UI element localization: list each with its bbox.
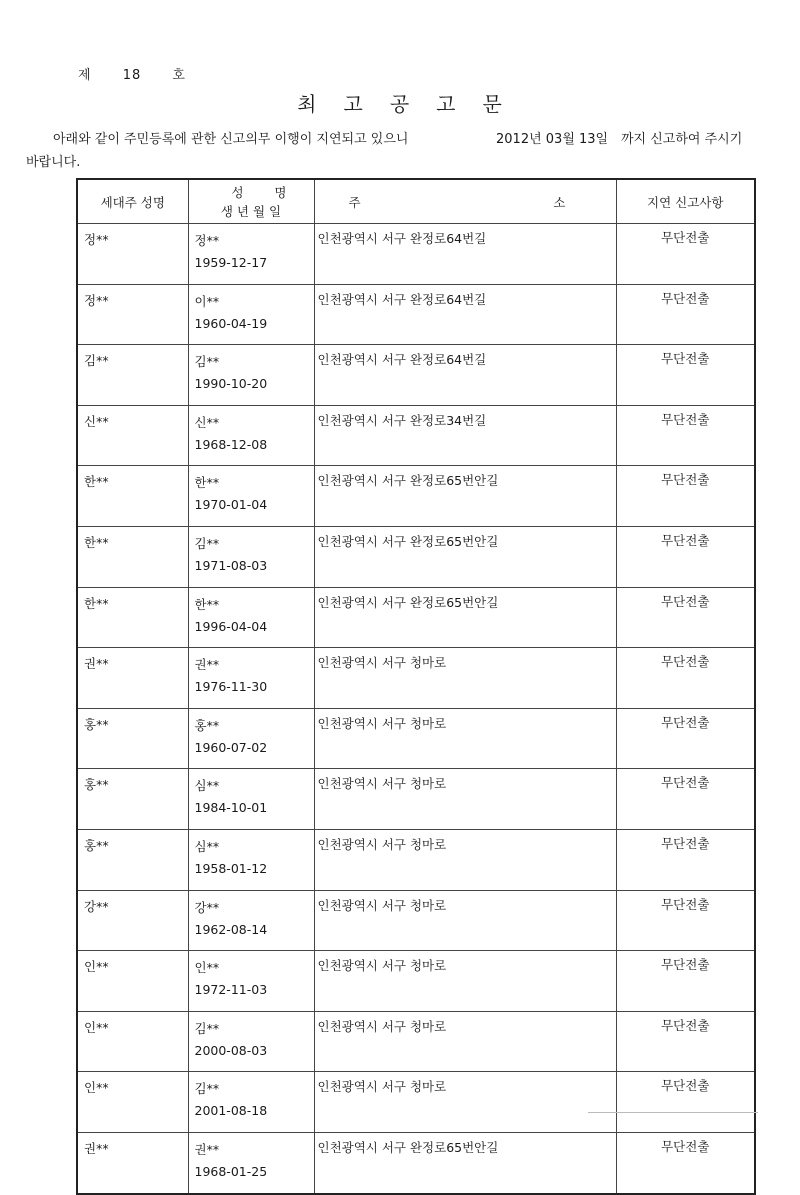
- table-row: [77, 1072, 755, 1133]
- householder-cell: [77, 769, 188, 830]
- householder-name: 한**: [84, 595, 109, 611]
- person-cell: [188, 224, 314, 285]
- householder-cell: [77, 405, 188, 466]
- status-cell: 무단전출: [616, 1132, 755, 1193]
- address-cell: 인천광역시 서구 완정로65번안길: [314, 1132, 616, 1193]
- table-row: [77, 526, 755, 587]
- birth-date: 1968-01-25: [194, 1163, 268, 1179]
- householder-name: 강**: [84, 898, 109, 914]
- person-cell: [188, 405, 314, 466]
- status-cell: 무단전출: [616, 890, 755, 951]
- householder-cell: [77, 526, 188, 587]
- person-name: 김**: [194, 354, 220, 370]
- header-addr-b: 소: [553, 194, 566, 210]
- householder-cell: [77, 1072, 188, 1133]
- address-cell: 인천광역시 서구 완정로65번안길: [314, 526, 616, 587]
- status-cell: 무단전출: [616, 769, 755, 830]
- birth-date: 1972-11-03: [194, 982, 268, 998]
- householder-cell: [77, 890, 188, 951]
- address-cell: 인천광역시 서구 완정로65번안길: [314, 587, 616, 648]
- header-address: [314, 179, 616, 224]
- householder-cell: [77, 648, 188, 709]
- birth-date: 1968-12-08: [194, 436, 268, 452]
- person-name: 권**: [194, 657, 220, 673]
- birth-date: 1970-01-04: [194, 497, 268, 513]
- person-cell: [188, 648, 314, 709]
- header-addr-a: 주: [348, 194, 361, 210]
- title-char: 문: [482, 92, 503, 116]
- table-row: [77, 648, 755, 709]
- birth-date: 1971-08-03: [194, 557, 268, 573]
- person-name: 심**: [194, 778, 220, 794]
- person-name: 강**: [194, 899, 220, 915]
- address-cell: 인천광역시 서구 청마로: [314, 951, 616, 1012]
- address-cell: 인천광역시 서구 완정로65번안길: [314, 466, 616, 527]
- table-row: [77, 345, 755, 406]
- householder-name: 한**: [84, 474, 109, 490]
- person-name: 이**: [194, 293, 220, 309]
- person-cell: [188, 587, 314, 648]
- birth-date: 1959-12-17: [194, 255, 268, 270]
- birth-date: 1962-08-14: [194, 921, 268, 937]
- table-row: [77, 405, 755, 466]
- householder-cell: [77, 829, 188, 890]
- title-char: 최: [297, 92, 318, 116]
- page-title: [0, 88, 800, 117]
- intro-line-1: 아래와 같이 주민등록에 관한 신고의무 이행이 지연되고 있으니: [53, 132, 409, 147]
- person-name: 정**: [194, 233, 220, 248]
- householder-name: 정**: [84, 232, 109, 247]
- person-cell: [188, 345, 314, 406]
- person-cell: [188, 951, 314, 1012]
- status-cell: 무단전출: [616, 224, 755, 285]
- person-name: 권**: [194, 1141, 220, 1157]
- status-cell: 무단전출: [616, 284, 755, 345]
- birth-date: 2000-08-03: [194, 1042, 268, 1058]
- notice-table: [76, 178, 756, 1195]
- person-name: 홍**: [194, 717, 220, 733]
- person-cell: [188, 769, 314, 830]
- person-cell: [188, 284, 314, 345]
- deadline-date: 2012년 03월 13일: [496, 132, 609, 147]
- birth-date: 1990-10-20: [194, 376, 268, 392]
- status-cell: 무단전출: [616, 1011, 755, 1072]
- address-cell: 인천광역시 서구 완정로64번길: [314, 224, 616, 285]
- table-row: [77, 951, 755, 1012]
- status-cell: 무단전출: [616, 708, 755, 769]
- householder-cell: [77, 466, 188, 527]
- person-cell: [188, 890, 314, 951]
- table-header-row: [77, 179, 755, 224]
- person-cell: [188, 1011, 314, 1072]
- person-cell: [188, 1132, 314, 1193]
- householder-cell: [77, 1132, 188, 1193]
- householder-cell: [77, 224, 188, 285]
- status-cell: 무단전출: [616, 951, 755, 1012]
- intro-line-2: 바랍니다.: [26, 155, 81, 170]
- status-cell: 무단전출: [616, 648, 755, 709]
- address-cell: 인천광역시 서구 청마로: [314, 1072, 616, 1133]
- householder-name: 권**: [84, 1140, 109, 1156]
- intro-line-1-tail: 까지 신고하여 주시기: [621, 132, 743, 147]
- doc-number-value: 18: [122, 68, 142, 83]
- householder-cell: [77, 587, 188, 648]
- address-cell: 인천광역시 서구 청마로: [314, 648, 616, 709]
- title-char: 공: [389, 92, 411, 116]
- table-row: [77, 1132, 755, 1193]
- birth-date: 1960-04-19: [194, 315, 268, 331]
- person-name: 한**: [194, 475, 220, 491]
- table-row: [77, 1011, 755, 1072]
- householder-name: 인**: [84, 1019, 109, 1035]
- doc-number-prefix: 제: [78, 68, 92, 83]
- birth-date: 1996-04-04: [194, 618, 268, 634]
- table-row: [77, 829, 755, 890]
- person-name: 심**: [194, 838, 220, 854]
- status-cell: 무단전출: [616, 405, 755, 466]
- status-cell: 무단전출: [616, 345, 755, 406]
- table-row: [77, 284, 755, 345]
- birth-date: 1984-10-01: [194, 800, 268, 816]
- document-number: [78, 64, 186, 83]
- householder-name: 권**: [84, 656, 109, 672]
- table-row: [77, 466, 755, 527]
- person-name: 신**: [194, 414, 220, 430]
- person-cell: [188, 1072, 314, 1133]
- table-row: [77, 890, 755, 951]
- status-cell: 무단전출: [616, 1072, 755, 1133]
- footer-rule: [588, 1112, 758, 1113]
- address-cell: 인천광역시 서구 청마로: [314, 890, 616, 951]
- person-name: 한**: [194, 596, 220, 612]
- householder-name: 홍**: [84, 837, 109, 853]
- status-cell: 무단전출: [616, 466, 755, 527]
- status-cell: 무단전출: [616, 526, 755, 587]
- header-name-birth: [188, 179, 314, 224]
- householder-cell: [77, 951, 188, 1012]
- person-name: 김**: [194, 1020, 220, 1036]
- birth-date: 2001-08-18: [194, 1103, 268, 1119]
- header-name-a: 성: [231, 184, 244, 200]
- birth-date: 1960-07-02: [194, 739, 268, 755]
- address-cell: 인천광역시 서구 청마로: [314, 1011, 616, 1072]
- householder-name: 정**: [84, 292, 109, 308]
- address-cell: 인천광역시 서구 청마로: [314, 708, 616, 769]
- person-cell: [188, 526, 314, 587]
- address-cell: 인천광역시 서구 청마로: [314, 829, 616, 890]
- header-birth: 생 년 월 일: [220, 203, 282, 219]
- address-cell: 인천광역시 서구 청마로: [314, 769, 616, 830]
- birth-date: 1958-01-12: [194, 860, 268, 876]
- householder-name: 인**: [84, 1080, 109, 1096]
- table-row: [77, 224, 755, 285]
- householder-name: 신**: [84, 413, 109, 429]
- person-name: 김**: [194, 1081, 220, 1097]
- person-name: 김**: [194, 535, 220, 551]
- householder-cell: [77, 1011, 188, 1072]
- householder-name: 인**: [84, 959, 109, 975]
- status-cell: 무단전출: [616, 829, 755, 890]
- address-cell: 인천광역시 서구 완정로64번길: [314, 284, 616, 345]
- table-row: [77, 587, 755, 648]
- person-name: 인**: [194, 960, 220, 976]
- householder-cell: [77, 708, 188, 769]
- person-cell: [188, 829, 314, 890]
- householder-cell: [77, 284, 188, 345]
- householder-name: 김**: [84, 353, 109, 369]
- birth-date: 1976-11-30: [194, 679, 268, 695]
- householder-name: 홍**: [84, 777, 109, 793]
- householder-name: 홍**: [84, 716, 109, 732]
- householder-cell: [77, 345, 188, 406]
- address-cell: 인천광역시 서구 완정로34번길: [314, 405, 616, 466]
- person-cell: [188, 708, 314, 769]
- header-name-b: 명: [274, 184, 287, 200]
- table-row: [77, 769, 755, 830]
- status-cell: 무단전출: [616, 587, 755, 648]
- title-char: 고: [343, 92, 364, 116]
- householder-name: 한**: [84, 534, 109, 550]
- title-char: 고: [436, 92, 457, 116]
- address-cell: 인천광역시 서구 완정로64번길: [314, 345, 616, 406]
- header-status: 지연 신고사항: [616, 179, 755, 224]
- header-householder: 세대주 성명: [77, 179, 188, 224]
- doc-number-suffix: 호: [172, 68, 186, 83]
- table-row: [77, 708, 755, 769]
- person-cell: [188, 466, 314, 527]
